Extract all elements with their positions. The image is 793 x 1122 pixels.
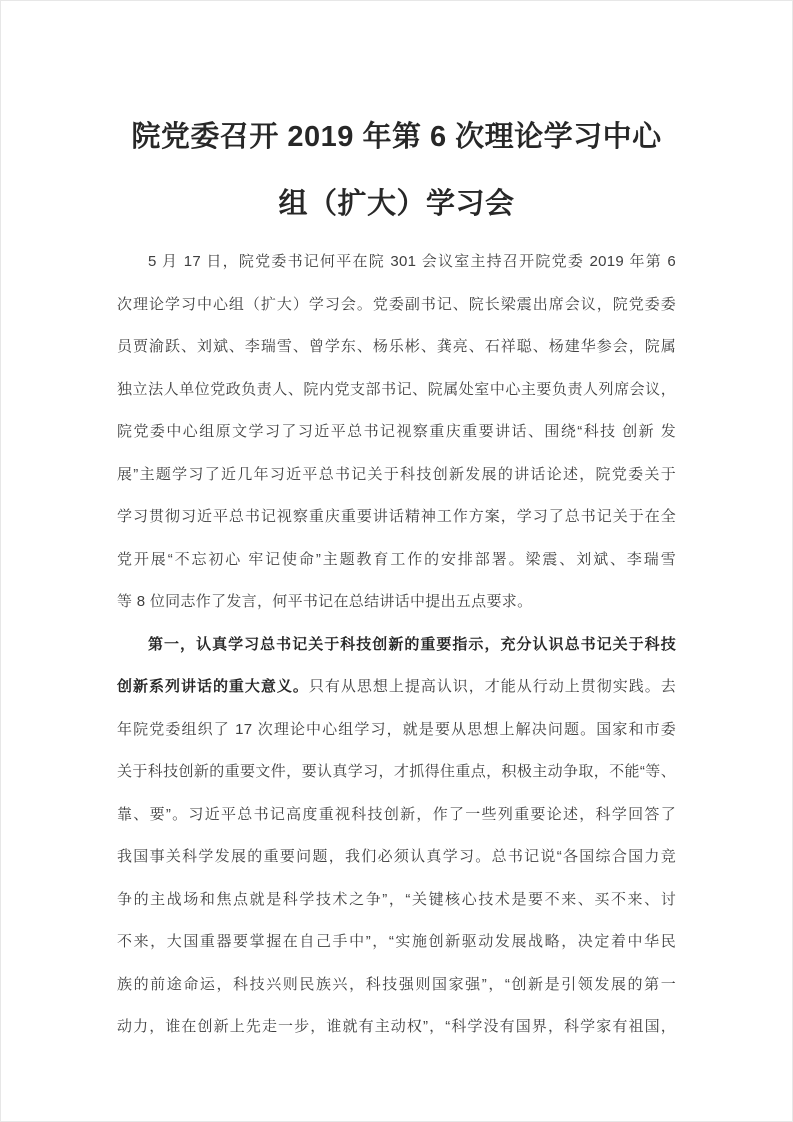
text-segment: 5 月 17 日，院党委书记何平在院 301 会议室主持召开院党委 2019 年第 6 — [148, 253, 676, 270]
paragraph — [117, 624, 676, 1049]
text-segment: 争的主战场和焦点就是科学技术之争”，“关键核心技术是要不来、买不来、讨 — [117, 890, 676, 908]
text-line — [117, 241, 676, 284]
text-segment: 年院党委组织了 17 次理论中心组学习，就是要从思想上解决问题。国家和市委 — [117, 720, 676, 738]
bold-text-segment: 创新系列讲话的重大意义。 — [117, 678, 309, 695]
text-line — [117, 709, 676, 752]
text-line — [117, 624, 676, 667]
text-line — [117, 411, 676, 454]
text-segment: 展”主题学习了近几年习近平总书记关于科技创新发展的讲话论述，院党委关于 — [117, 465, 676, 483]
text-segment: 不来，大国重器要掌握在自己手中”，“实施创新驱动发展战略，决定着中华民 — [117, 933, 676, 950]
text-line — [117, 836, 676, 879]
paragraph — [117, 241, 676, 624]
text-segment: 族的前途命运，科技兴则民族兴，科技强则国家强”，“创新是引领发展的第一 — [117, 975, 676, 993]
text-segment: 员贾渝跃、刘斌、李瑞雪、曾学东、杨乐彬、龚亮、石祥聪、杨建华参会，院属 — [117, 338, 676, 355]
text-line — [117, 326, 676, 369]
text-line — [117, 581, 676, 624]
text-line — [117, 921, 676, 964]
text-line — [117, 539, 676, 582]
document-body — [117, 241, 676, 1049]
text-line — [117, 666, 676, 709]
document-title — [117, 104, 676, 238]
text-segment: 只有从思想上提高认识，才能从行动上贯彻实践。去 — [308, 678, 676, 695]
text-segment: 我国事关科学发展的重要问题，我们必须认真学习。总书记说“各国综合国力竞 — [117, 848, 676, 865]
text-segment: 等 8 位同志作了发言，何平书记在总结讲话中提出五点要求。 — [117, 593, 533, 610]
text-line — [117, 284, 676, 327]
text-line — [117, 794, 676, 837]
text-line — [117, 964, 676, 1007]
document-title-line-2: 组（扩大）学习会 — [278, 188, 515, 220]
text-line — [117, 751, 676, 794]
text-segment: 独立法人单位党政负责人、院内党支部书记、院属处室中心主要负责人列席会议， — [117, 380, 676, 398]
text-line — [117, 454, 676, 497]
text-segment: 院党委中心组原文学习了习近平总书记视察重庆重要讲话、围绕“科技 创新 发 — [117, 423, 676, 440]
text-segment: 动力，谁在创新上先走一步，谁就有主动权”，“科学没有国界，科学家有祖国， — [117, 1018, 676, 1035]
text-segment: 次理论学习中心组（扩大）学习会。党委副书记、院长梁震出席会议，院党委委 — [117, 295, 676, 313]
text-segment: 关于科技创新的重要文件，要认真学习，才抓得住重点，积极主动争取，不能“等、 — [117, 763, 676, 780]
text-segment: 靠、要”。习近平总书记高度重视科技创新，作了一些列重要论述，科学回答了 — [117, 805, 676, 823]
text-line — [117, 879, 676, 922]
text-line — [117, 369, 676, 412]
text-line — [117, 1006, 676, 1049]
bold-text-segment: 第一，认真学习总书记关于科技创新的重要指示，充分认识总书记关于科技 — [148, 635, 676, 653]
text-segment: 学习贯彻习近平总书记视察重庆重要讲话精神工作方案，学习了总书记关于在全 — [117, 508, 676, 525]
document-title-line-1: 院党委召开 2019 年第 6 次理论学习中心 — [131, 121, 662, 153]
text-segment: 党开展“不忘初心 牢记使命”主题教育工作的安排部署。梁震、刘斌、李瑞雪 — [117, 550, 676, 568]
text-line — [117, 496, 676, 539]
